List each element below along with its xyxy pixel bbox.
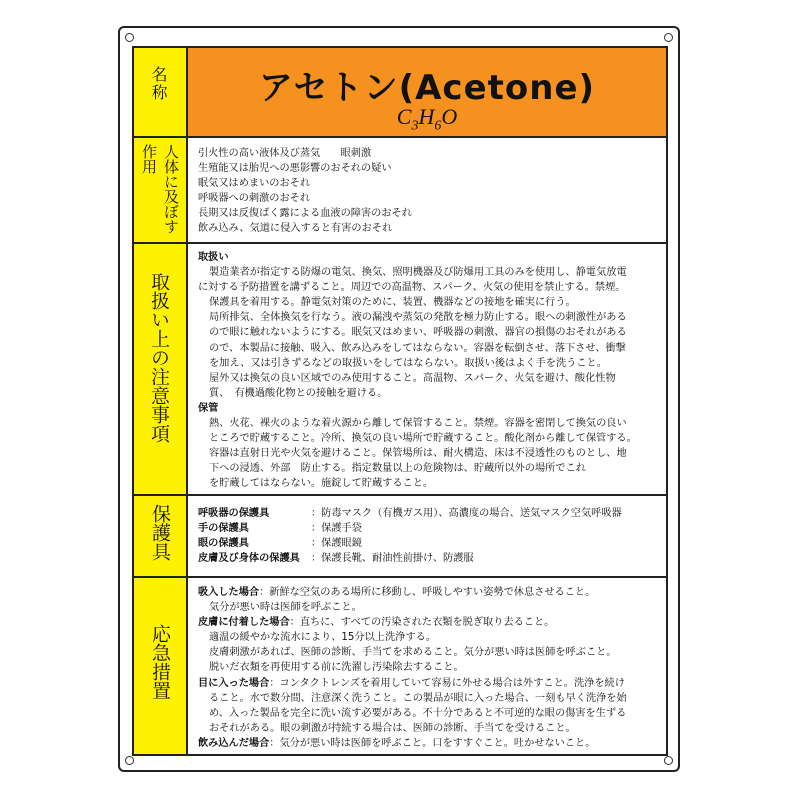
protection-value: ：保護手袋	[311, 523, 362, 535]
handling-line: 屋外又は換気の良い区域でのみ使用すること。高温物、スパーク、火気を避け、酸化性物	[209, 372, 616, 384]
row-handling	[134, 244, 666, 496]
firstaid-heading: 吸入した場合	[198, 587, 260, 598]
storage-line: 熱、火花、裸火のような着火源から離して保管すること。禁煙。容器を密閉して換気の良い	[209, 418, 627, 430]
label-firstaid: 応急措置	[149, 624, 171, 700]
label-cell-name	[134, 48, 188, 136]
storage-line: 下への浸透、外部 防止する。指定数量以上の危険物は、貯蔵所以外の場所でこれ	[209, 463, 586, 475]
handling-line: 局所排気、全体換気を行なう。液の漏洩や蒸気の発散を極力防止する。眼への刺激性がある	[209, 312, 627, 324]
firstaid-line: 皮膚刺激があれば、医師の診断、手当てを求めること。気分が悪い時は医師を呼ぶこと。	[209, 647, 617, 659]
handling-line: ので眼に触れないようにする。眠気又はめまい、呼吸器の刺激、器官の損傷のおそれがある	[209, 327, 627, 339]
protection-label: 呼吸器の保護具	[198, 508, 270, 519]
effect-line: 生殖能又は胎児への悪影響のおそれの疑い	[198, 163, 392, 175]
name-cell	[188, 48, 666, 136]
label-cell-effects	[134, 138, 188, 242]
label-protection: 保護具	[149, 504, 171, 561]
safety-sign-board	[118, 26, 680, 772]
firstaid-line: め、入った製品を完全に洗い流す必要がある。不十分であると不可逆的な眼の傷害を生ずる	[209, 707, 627, 719]
handling-line: 製造業者が指定する防爆の電気、換気、照明機器及び防爆用工具のみを使用し、静電気放電	[209, 267, 627, 279]
firstaid-line: ること。水で数分間、注意深く洗うこと。この製品が眼に入った場合、一刻も早く洗浄を始	[209, 692, 627, 704]
storage-line: 容器は直射日光や火気を避けること。保管場所は、耐火構造、床は不浸透性のものとし、地	[209, 448, 627, 460]
firstaid-text: ：コンタクトレンズを着用していて容易に外せる場合は外すこと。洗浄を続け	[269, 677, 625, 689]
firstaid-text: ：新鮮な空気のある場所に移動し、呼吸しやすい姿勢で休息させること。	[259, 587, 596, 598]
effect-line: 眠気又はめまいのおそれ	[198, 178, 311, 190]
handling-line: ので、本製品に接触、吸入、飲み込みをしてはならない。容器を転倒させ、落下させ、衝撃	[209, 342, 626, 354]
mount-hole-top-left	[125, 33, 134, 42]
chemical-name: アセトン(Acetone)	[258, 68, 596, 108]
mount-hole-bottom-left	[125, 756, 134, 765]
mount-hole-bottom-right	[664, 756, 673, 765]
handling-line: 質、 有機過酸化物との接触を避ける。	[209, 387, 388, 399]
label-name: 名称	[149, 66, 168, 102]
storage-line: ところで貯蔵すること。冷所、換気の良い場所で貯蔵すること。酸化剤から離して保管する。	[209, 433, 637, 445]
effect-line: 呼吸器への刺激のおそれ	[198, 193, 311, 205]
formula-h: H	[418, 104, 435, 129]
handling-line: を加え、又は引きずるなどの取扱いをしてはならない。取扱い後はよく手を洗うこと。	[209, 357, 607, 369]
handling-heading: 取扱い	[198, 252, 229, 263]
row-effects	[134, 138, 666, 244]
firstaid-heading: 皮膚に付着した場合	[198, 617, 290, 629]
protection-value: ：保護長靴、耐油性前掛け、防護服	[311, 553, 474, 565]
label-handling: 取扱い上の注意事項	[148, 272, 170, 443]
handling-cell	[188, 244, 666, 494]
effects-cell	[188, 138, 666, 242]
protection-value: ：防毒マスク（有機ガス用）、高濃度の場合、送気マスク空気呼吸器	[311, 508, 622, 519]
mount-hole-top-right	[664, 33, 673, 42]
effect-line: 引火性の高い液体及び蒸気 眼刺激	[198, 148, 372, 159]
formula-o: O	[441, 104, 458, 129]
firstaid-line: 気分が悪い時は医師を呼ぶこと。	[209, 602, 362, 614]
protection-label: 皮膚及び身体の保護具	[198, 553, 300, 565]
protection-cell	[188, 496, 666, 576]
row-firstaid	[134, 578, 666, 754]
label-cell-protection	[134, 496, 188, 576]
firstaid-line: 適温の緩やかな流水により、15分以上洗浄する。	[209, 632, 436, 644]
effect-line: 飲み込み、気道に侵入すると有害のおそれ	[198, 223, 393, 235]
effect-line: 長期又は反復ばく露による血液の障害のおそれ	[198, 208, 412, 220]
formula-h-count: 6	[434, 118, 442, 134]
firstaid-line: おそれがある。眼の刺激が持続する場合は、医師の診断、手当てを受けること。	[209, 722, 576, 734]
firstaid-cell	[188, 578, 666, 754]
row-protection	[134, 496, 666, 578]
formula-c-count: 3	[411, 118, 419, 134]
firstaid-text: ：直ちに、すべての汚染された衣類を脱ぎ取り去ること。	[289, 617, 555, 629]
protection-label: 手の保護具	[198, 523, 249, 535]
firstaid-text: ：気分が悪い時は医師を呼ぶこと。口をすすぐこと。吐かせないこと。	[269, 737, 596, 749]
row-name	[134, 48, 666, 138]
firstaid-heading: 飲み込んだ場合	[198, 737, 270, 749]
label-cell-firstaid	[134, 578, 188, 754]
firstaid-line: 脱いだ衣類を再使用する前に洗濯し汚染除去すること。	[209, 662, 464, 674]
handling-line: 保護具を着用する。静電気対策のために、装置、機器などの接地を確実に行う。	[209, 297, 576, 309]
formula-c: C	[396, 104, 412, 129]
storage-heading: 保管	[198, 402, 219, 414]
sds-table	[132, 46, 668, 756]
protection-value: ：保護眼鏡	[311, 538, 362, 550]
label-effects: 人体に及ぼす作用	[140, 144, 180, 234]
label-cell-handling	[134, 244, 188, 494]
protection-label: 眼の保護具	[198, 538, 249, 550]
chemical-formula	[188, 104, 666, 134]
storage-line: を貯蔵してはならない。施錠して貯蔵すること。	[209, 478, 434, 490]
handling-line: に対する予防措置を講ずること。周辺での高温物、スパーク、火気の使用を禁止する。禁煙。	[198, 282, 626, 294]
firstaid-heading: 目に入った場合	[198, 677, 270, 689]
